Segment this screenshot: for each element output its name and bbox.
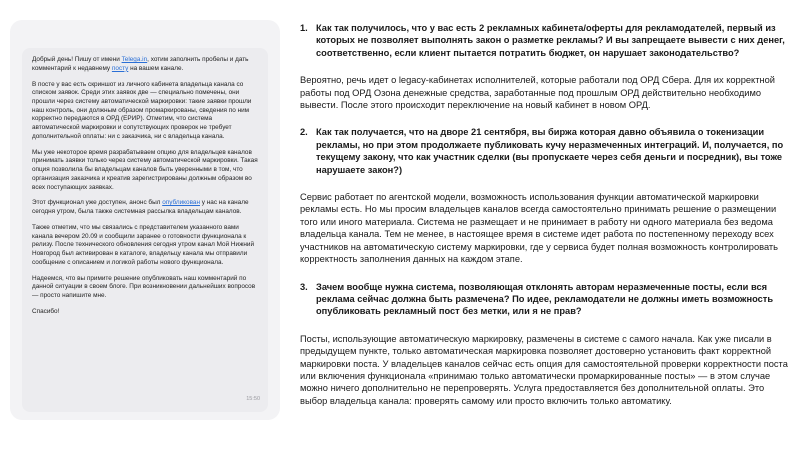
answers-document — [300, 22, 790, 422]
message-paragraph: В посте у вас есть скриншот из личного кабинета владельца канала со списком заявок. Среди этих заявок две — специально помечены, они прошли через систему автоматической маркировки: такие заявки прошли наш контроль, они должным образом промаркированы, сведения по ним корректно передаются в ОРД (ЕРИР). Отметим, что система автоматической маркировки и сопутствующих проверок не требует дополнительной оплаты: ни с заказчика, ни с владельца канала. — [32, 80, 252, 140]
answer-3: Посты, использующие автоматическую маркировку, размечены в системе с самого начала. Как уже писали в предыдущем пункте, только автоматическая маркировка позволяет достоверно установить факт корректной маркировки поста. У владельцев каналов сейчас есть опция для самостоятельной проверки корректности поста или включения функционала «принимаю только автоматически промаркированные посты» — в этом случае можно ничего дополнительно не перепроверять. Услуга предоставляется без дополнительной оплаты. Это выбор владельца канала: проверять самому или просто включить только автоматику. — [300, 333, 788, 406]
message-paragraph: Также отметим, что мы связались с представителем указанного вами канала вечером 20.09 и сообщили заранее о готовности функционала к релизу. После технического обновления сегодня утром канал Мой Нижний Новгород был активирован в каталоге, владельцу канала мы отправили сообщение с описанием и логикой работы нового функционала. — [32, 224, 255, 266]
answer-1: Вероятно, речь идет о legacy-кабинетах исполнителей, которые работали под ОРД Сбера. Для их корректной работы под ОРД Озона денежные средства, заработанные под прошлым ОРД действительно необходимо вывести. После этого происходит переключение на новый кабинет в новом ОРД. — [300, 75, 775, 111]
post-link[interactable]: посту — [111, 64, 129, 72]
message-paragraph: Спасибо! — [32, 308, 60, 315]
question-1: 1. Как так получилось, что у вас есть 2 рекламных кабинета/оферты для рекламодателей, первый из которых не позволяет выполнять закон о разметке рекламы? И вы запрещаете вывести с них денег, соответственно, если клиент пытается потратить бюджет, он нарушает законодательство? — [300, 23, 785, 58]
message-paragraph: Надеемся, что вы примите решение опубликовать наш комментарий по данной ситуации в своем блоге. При возникновении дальнейших вопросов — просто напишите мне. — [32, 274, 256, 300]
message-time: 15:50 — [246, 396, 260, 403]
chat-screenshot — [10, 20, 280, 420]
message-paragraph: Мы уже некоторое время разрабатываем опцию для владельцев каналов принимать заявки только через систему автоматической маркировки. Такая опция позволила бы владельцам каналов быть уверенными в том, что организация заказчика и креатив зарегистрированы должным образом во всех поступающих заявках. — [32, 148, 258, 191]
message-paragraph: Добрый день! Пишу от имени Telega.in, хотим заполнить пробелы и дать комментарий к недавнему посту на вашем канале. — [32, 56, 249, 72]
question-2: 2. Как так получается, что на дворе 21 сентября, вы биржа которая давно объявила о токенизации рекламы, но при этом продолжаете публиковать кучу неразмеченных интеграций. И, получается, по текущему закону, что как участник сделки (вы пропускаете через себя деньги и посредник), вы тоже нарушаете закон?) — [300, 127, 784, 175]
telega-link[interactable]: Telega.in — [121, 56, 148, 63]
message-paragraph: Этот функционал уже доступен, анонс был опубликован у нас на канале сегодня утром, была также системная рассылка владельцам каналов. — [32, 199, 249, 216]
published-link[interactable]: опубликован — [162, 199, 200, 207]
message-bubble — [22, 48, 268, 412]
question-3: 3. Зачем вообще нужна система, позволяющая отклонять авторам неразмеченные посты, если вся реклама сейчас должна быть размечена? По идее, рекламодатели не должны иметь возможность опубликовать рекламный пост без метки, или я не прав? — [300, 281, 774, 317]
answer-2: Сервис работает по агентской модели, возможность использования функции автоматической маркировки рекламы есть. Но мы просим владельцев каналов всегда самостоятельно принимать решение о размещении того или иного материала. Система не размещает и не принимает в работу ни одного материала без ведома владельца канала. Тем не менее, в настоящее время в системе идет работа по постепенному переходу всех участников на автоматическую систему маркировки, где у сервиса будет полная возможность контролировать корректность заполнения данных на каждом этапе. — [300, 192, 779, 265]
